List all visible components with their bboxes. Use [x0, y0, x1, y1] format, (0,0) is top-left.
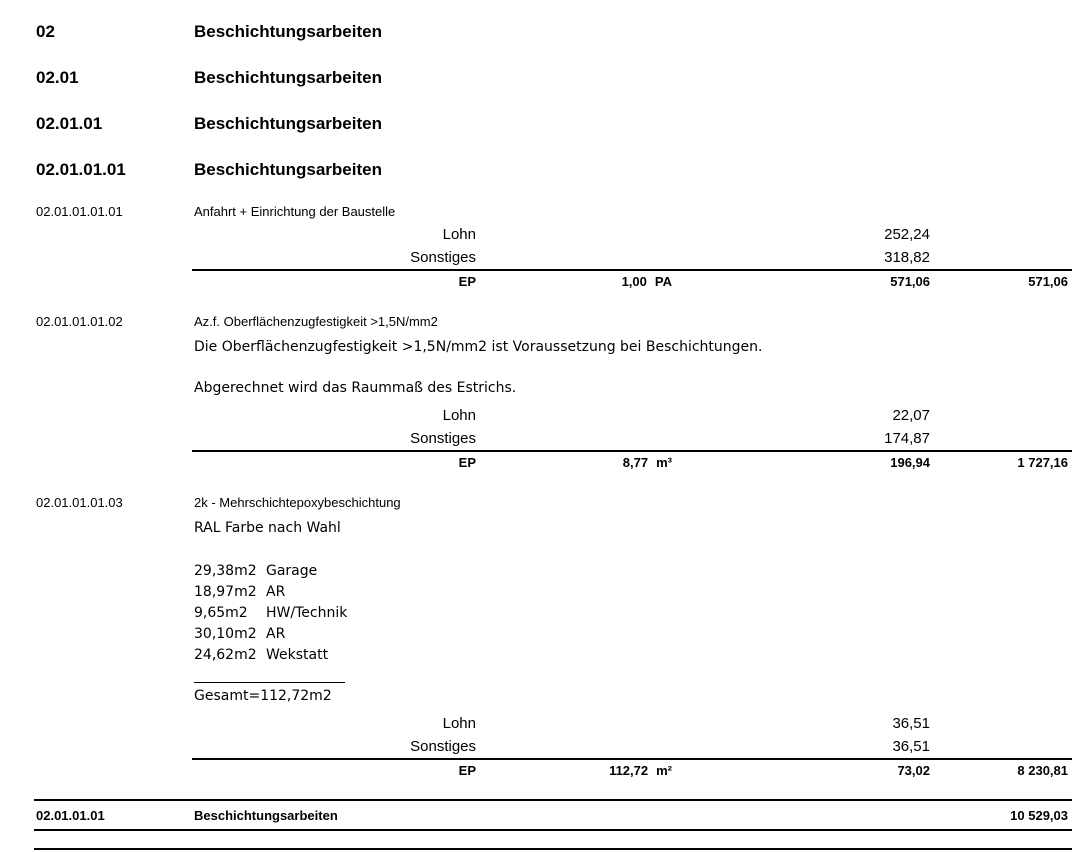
sum-underline — [194, 682, 345, 683]
lohn-value: 36,51 — [892, 715, 930, 732]
position-divider — [192, 758, 1072, 760]
quantity-unit: PA — [654, 274, 672, 289]
lohn-value: 252,24 — [884, 226, 930, 243]
position-description: Die Oberflächenzugfestigkeit >1,5N/mm2 ist Voraussetzung bei Beschichtungen. — [194, 339, 763, 355]
position-title: Anfahrt + Einrichtung der Baustelle — [194, 204, 396, 219]
ep-label: EP — [458, 455, 476, 470]
quantity-value: 1,00 — [621, 274, 647, 289]
position-code: 02.01.01.01.01 — [36, 204, 123, 219]
sonstiges-value: 174,87 — [884, 430, 930, 447]
quantity — [560, 763, 672, 778]
quantity — [560, 274, 672, 289]
lohn-label: Lohn — [442, 407, 476, 424]
heading-code-lvl1: 02 — [36, 22, 55, 41]
lohn-label: Lohn — [442, 226, 476, 243]
quantity-value: 8,77 — [622, 455, 649, 470]
area-area: 24,62m2 — [194, 647, 257, 663]
lohn-label: Lohn — [442, 715, 476, 732]
sonstiges-value: 318,82 — [884, 249, 930, 266]
heading-code-lvl4: 02.01.01.01 — [36, 160, 126, 179]
heading-title-lvl2: Beschichtungsarbeiten — [194, 68, 382, 87]
unit-price: 73,02 — [897, 763, 930, 778]
page-bottom-rule — [34, 848, 1072, 850]
quantity-unit: m² — [656, 763, 672, 778]
unit-price: 571,06 — [890, 274, 930, 289]
sonstiges-label: Sonstiges — [410, 430, 476, 447]
area-area: 18,97m2 — [194, 584, 257, 600]
area-area: 30,10m2 — [194, 626, 257, 642]
position-divider — [192, 450, 1072, 452]
position-divider — [192, 269, 1072, 271]
summary-total: 10 529,03 — [1010, 808, 1068, 823]
area-area: 9,65m2 — [194, 605, 248, 621]
area-area: 29,38m2 — [194, 563, 257, 579]
heading-title-lvl1: Beschichtungsarbeiten — [194, 22, 382, 41]
total-price: 1 727,16 — [1017, 455, 1068, 470]
total-price: 8 230,81 — [1017, 763, 1068, 778]
area-room: Wekstatt — [266, 647, 329, 663]
heading-code-lvl2: 02.01 — [36, 68, 79, 87]
position-title: 2k - Mehrschichtepoxybeschichtung — [194, 495, 401, 510]
ep-label: EP — [458, 274, 476, 289]
position-code: 02.01.01.01.03 — [36, 495, 123, 510]
total-price: 571,06 — [1028, 274, 1068, 289]
area-room: Garage — [266, 563, 318, 579]
position-title: Az.f. Oberflächenzugfestigkeit >1,5N/mm2 — [194, 314, 438, 329]
unit-price: 196,94 — [890, 455, 930, 470]
summary-code: 02.01.01.01 — [36, 808, 105, 823]
area-room: AR — [266, 584, 286, 600]
heading-title-lvl4: Beschichtungsarbeiten — [194, 160, 382, 179]
ep-label: EP — [458, 763, 476, 778]
summary-title: Beschichtungsarbeiten — [194, 808, 338, 823]
quantity-unit: m³ — [656, 455, 672, 470]
summary-top-rule — [34, 799, 1072, 801]
sonstiges-value: 36,51 — [892, 738, 930, 755]
position-code: 02.01.01.01.02 — [36, 314, 123, 329]
summary-bottom-rule — [34, 829, 1072, 831]
heading-title-lvl3: Beschichtungsarbeiten — [194, 114, 382, 133]
quantity — [560, 455, 672, 470]
area-room: HW/Technik — [266, 605, 348, 621]
lohn-value: 22,07 — [892, 407, 930, 424]
position-description: Abgerechnet wird das Raummaß des Estrichs. — [194, 380, 517, 396]
heading-code-lvl3: 02.01.01 — [36, 114, 103, 133]
position-description: RAL Farbe nach Wahl — [194, 520, 341, 536]
area-total: Gesamt=112,72m2 — [194, 688, 332, 704]
area-room: AR — [266, 626, 286, 642]
quantity-value: 112,72 — [609, 763, 649, 778]
sonstiges-label: Sonstiges — [410, 249, 476, 266]
sonstiges-label: Sonstiges — [410, 738, 476, 755]
